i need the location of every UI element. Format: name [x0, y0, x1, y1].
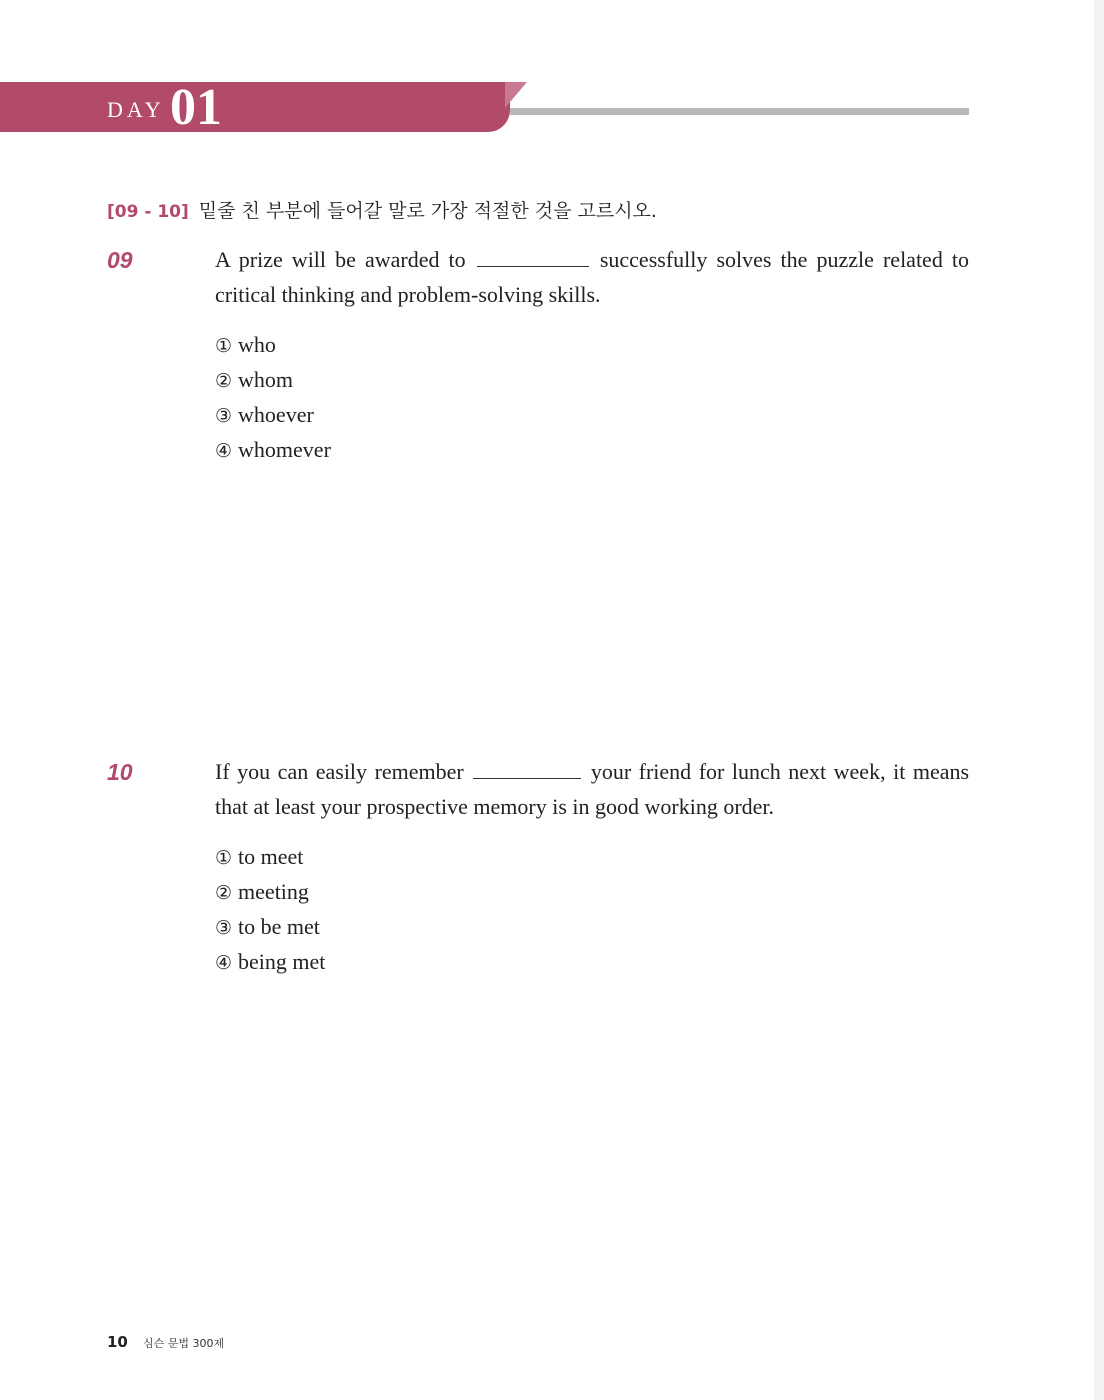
option-number: ② — [215, 882, 233, 904]
page-number: 10 — [107, 1333, 128, 1351]
page-edge-strip — [1094, 0, 1104, 1400]
answer-option[interactable] — [215, 875, 325, 910]
answer-option[interactable] — [215, 328, 331, 363]
answer-options — [215, 840, 325, 980]
option-number: ② — [215, 370, 233, 392]
question-text-after: your friend for lunch next week, it means that at least your prospective memory is in good working order. — [215, 759, 970, 819]
option-text: being met — [238, 949, 326, 974]
option-number: ① — [215, 335, 233, 357]
question-text-before: If you can easily remember — [215, 759, 464, 784]
question-text — [215, 242, 969, 312]
answer-blank — [473, 760, 581, 779]
option-text: whoever — [238, 402, 314, 427]
day-number: 01 — [170, 79, 222, 136]
answer-option[interactable] — [215, 910, 325, 945]
question-text-before: A prize will be awarded to — [215, 247, 466, 272]
option-number: ① — [215, 847, 233, 869]
question-text — [215, 754, 969, 824]
option-text: meeting — [238, 879, 309, 904]
option-text: to be met — [238, 914, 320, 939]
answer-blank — [477, 248, 589, 267]
book-title: 심슨 문법 300제 — [142, 1337, 225, 1350]
option-text: whom — [238, 367, 294, 392]
question-number: 10 — [107, 759, 133, 785]
answer-option[interactable] — [215, 945, 325, 980]
option-number: ④ — [215, 440, 233, 462]
option-text: to meet — [238, 844, 304, 869]
day-label: DAY — [107, 97, 165, 122]
instruction-range: [09 - 10] — [107, 202, 189, 222]
instruction-text: 밑줄 친 부분에 들어갈 말로 가장 적절한 것을 고르시오. — [198, 200, 657, 222]
day-header-fold — [505, 82, 527, 108]
option-number: ③ — [215, 917, 233, 939]
answer-option[interactable] — [215, 840, 325, 875]
option-number: ③ — [215, 405, 233, 427]
answer-option[interactable] — [215, 398, 331, 433]
question-text-after: successfully solves the puzzle related to critical thinking and problem-solving skills. — [215, 247, 970, 307]
option-text: who — [238, 332, 276, 357]
day-header-band — [0, 82, 510, 132]
answer-option[interactable] — [215, 433, 331, 468]
option-number: ④ — [215, 952, 233, 974]
page-footer — [107, 1332, 224, 1351]
day-header-rule — [510, 108, 969, 115]
question-number: 09 — [107, 247, 133, 273]
answer-option[interactable] — [215, 363, 331, 398]
instruction — [107, 196, 657, 223]
option-text: whomever — [238, 437, 331, 462]
answer-options — [215, 328, 331, 468]
